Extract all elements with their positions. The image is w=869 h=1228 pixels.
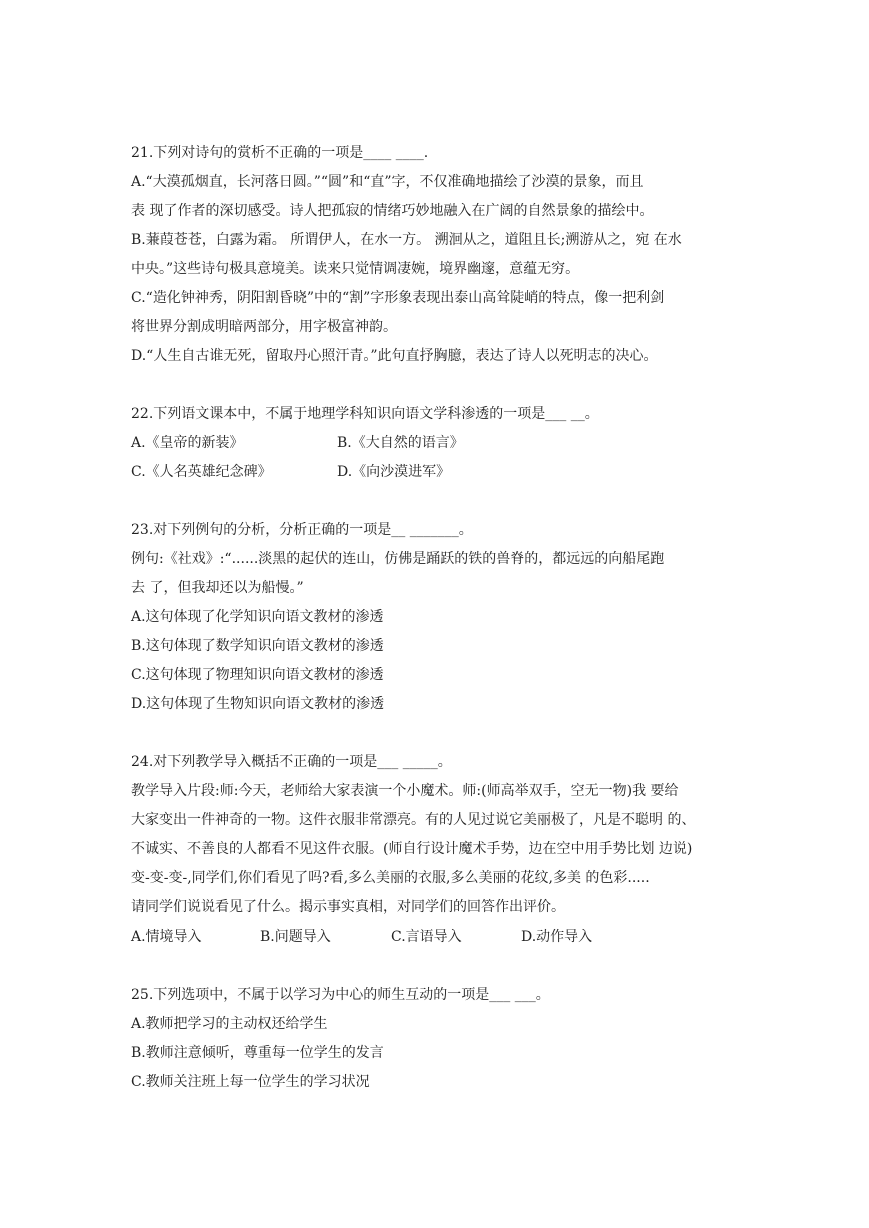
question-25-line: B.教师注意倾听，尊重每一位学生的发言: [131, 1045, 384, 1061]
option-a: A.情境导入: [131, 929, 202, 945]
question-25-line: A.教师把学习的主动权还给学生: [131, 1016, 328, 1032]
option-c: C.《人名英雄纪念碑》: [131, 464, 272, 480]
question-21-line: 中央。”这些诗句极具意境美。读来只觉情调凄婉，境界幽邃，意蕴无穷。: [131, 261, 580, 277]
question-21-line: C.“造化钟神秀，阴阳割昏晓”中的“割”字形象表现出泰山高耸陡峭的特点，像一把利剑: [131, 290, 665, 306]
question-25-title: 25.下列选项中，不属于以学习为中心的师生互动的一项是___ ___。: [131, 987, 550, 1003]
question-22-title: 22.下列语文课本中，不属于地理学科知识向语文学科渗透的一项是___ __。: [131, 406, 599, 422]
option-a: A.《皇帝的新装》: [131, 435, 244, 451]
question-21-line: D.“人生自古谁无死，留取丹心照汗青。”此句直抒胸臆，表达了诗人以死明志的决心。: [131, 348, 658, 364]
question-25-line: C.教师关注班上每一位学生的学习状况: [131, 1074, 370, 1090]
option-b: B.《大自然的语言》: [337, 435, 464, 451]
question-23-line: D.这句体现了生物知识向语文教材的渗透: [131, 696, 385, 712]
question-23-line: C.这句体现了物理知识向语文教材的渗透: [131, 667, 384, 683]
option-d: D.《向沙漠进军》: [337, 464, 451, 480]
option-c: C.言语导入: [391, 929, 462, 945]
option-d: D.动作导入: [521, 929, 593, 945]
question-23-line: 去 了，但我却还以为船慢。”: [131, 580, 304, 596]
question-21-line: B.蒹葭苍苍，白露为霜。 所谓伊人，在水一方。 溯洄从之，道阻且长;溯游从之，宛 在水: [131, 232, 682, 248]
question-24-line: 教学导入片段:师:今天，老师给大家表演一个小魔术。师:(师高举双手，空无一物)我 要给: [131, 783, 679, 799]
question-23-line: A.这句体现了化学知识向语文教材的渗透: [131, 609, 384, 625]
question-24-title: 24.对下列教学导入概括不正确的一项是___ _____。: [131, 754, 452, 770]
question-24-line: 请同学们说说看见了什么。揭示事实真相，对同学们的回答作出评价。: [131, 899, 565, 915]
question-23-line: 例句:《社戏》:“......淡黑的起伏的连山，仿佛是踊跃的铁的兽脊的，都远远的向船尾跑: [131, 551, 665, 567]
question-24-line: 变-变-变-,同学们,你们看见了吗?看,多么美丽的衣服,多么美丽的花纹,多美 的色彩.....: [131, 870, 650, 886]
question-21-line: 表 现了作者的深切感受。诗人把孤寂的情绪巧妙地融入在广阔的自然景象的描绘中。: [131, 203, 654, 219]
question-23-line: B.这句体现了数学知识向语文教材的渗透: [131, 638, 384, 654]
question-24-line: 大家变出一件神奇的一物。这件衣服非常漂亮。有的人见过说它美丽极了，凡是不聪明 的、: [131, 812, 696, 828]
question-21-line: 将世界分割成明暗两部分，用字极富神韵。: [131, 319, 397, 335]
question-23-title: 23.对下列例句的分析，分析正确的一项是__ _______。: [131, 522, 473, 538]
question-21-title: 21.下列对诗句的赏析不正确的一项是____ ____.: [131, 145, 429, 161]
option-b: B.问题导入: [260, 929, 331, 945]
question-24-line: 不诚实、不善良的人都看不见这件衣服。(师自行设计魔术手势，边在空中用手势比划 边说): [131, 841, 693, 857]
question-21-line: A.“大漠孤烟直，长河落日圆。”“圆”和“直”字，不仅准确地描绘了沙漠的景象，而且: [131, 174, 644, 190]
